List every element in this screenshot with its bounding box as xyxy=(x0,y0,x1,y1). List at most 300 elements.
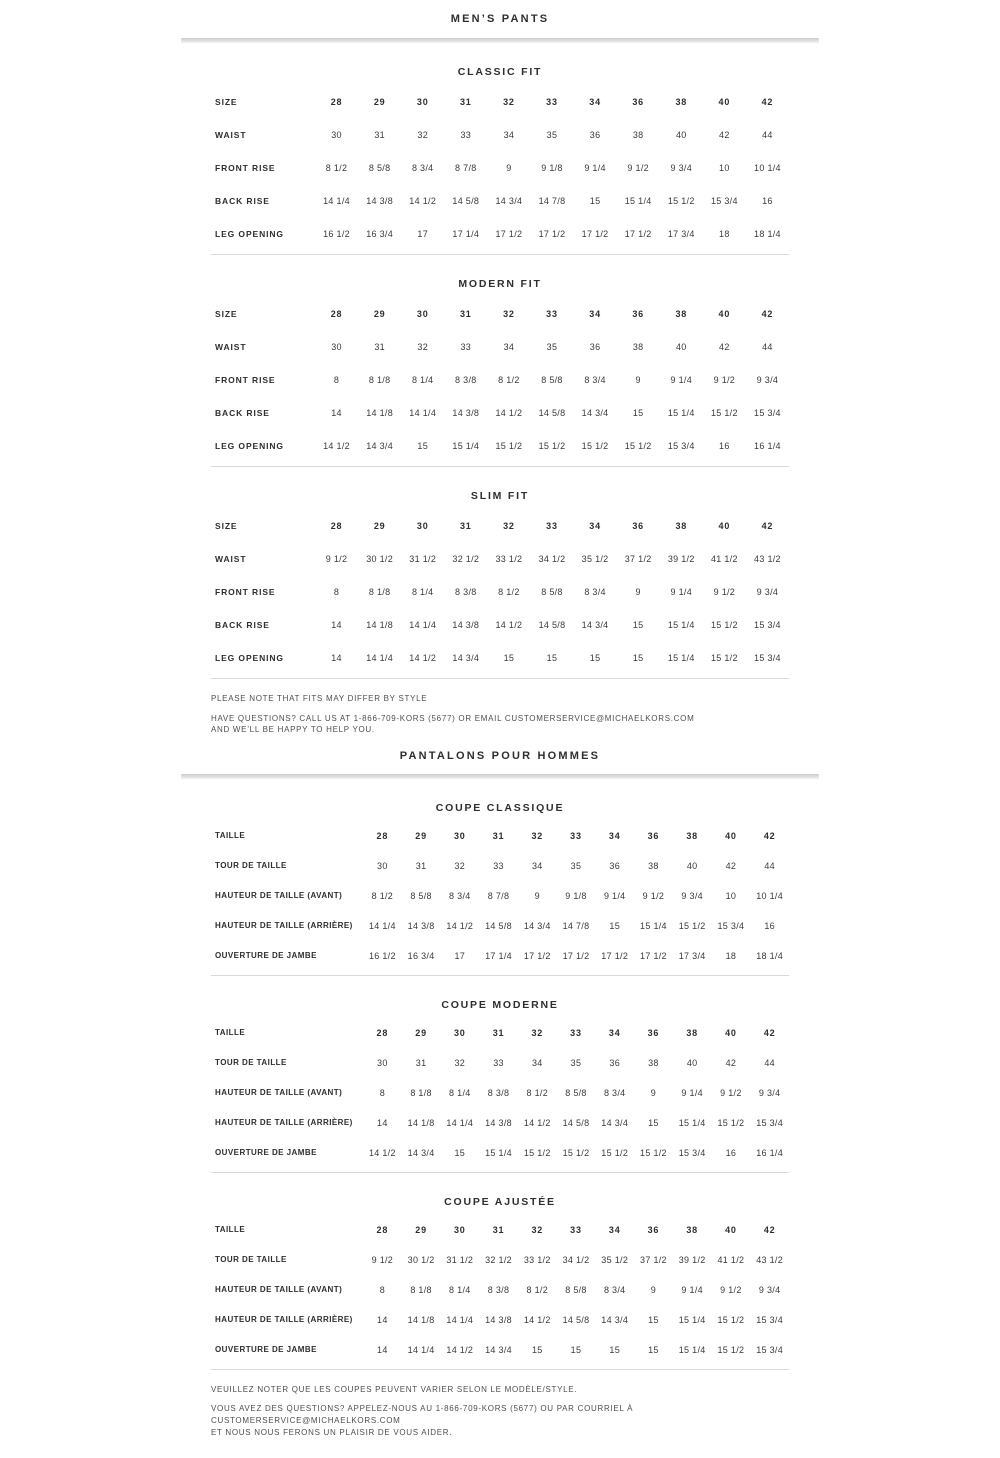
table-cell: 15 1/4 xyxy=(624,195,652,206)
table-cell: 36 xyxy=(609,860,621,871)
row-label: WAIST xyxy=(215,129,247,140)
table-cell: 34 xyxy=(589,96,601,107)
table-cell: 8 1/8 xyxy=(368,374,391,385)
table-row xyxy=(211,641,789,674)
table-cell: 31 xyxy=(460,96,472,107)
row-values xyxy=(315,408,789,418)
table-cell: 38 xyxy=(675,96,688,107)
row-label: SIZE xyxy=(215,308,238,319)
row-label: BACK RISE xyxy=(215,619,270,630)
table-cell: 36 xyxy=(632,308,644,319)
table-cell: 8 1/4 xyxy=(449,1087,471,1098)
row-label: LEG OPENING xyxy=(215,228,284,239)
row-values xyxy=(315,309,789,319)
fit-note-french: VEUILLEZ NOTER QUE LES COUPES PEUVENT VARIER SELON LE MODÈLE/STYLE. xyxy=(211,1384,578,1394)
table-cell: 17 1/2 xyxy=(523,950,551,961)
table-row xyxy=(211,911,789,941)
table-row xyxy=(211,297,789,330)
table-cell: 10 1/4 xyxy=(754,162,781,173)
table-cell: 15 1/2 xyxy=(640,1147,667,1158)
table-row xyxy=(211,509,789,542)
table-cell: 8 1/2 xyxy=(526,1284,549,1295)
table-cell: 16 3/4 xyxy=(407,950,435,961)
fit-section xyxy=(181,467,819,679)
row-label: BACK RISE xyxy=(215,407,270,418)
table-cell: 9 xyxy=(650,1087,657,1098)
table-cell: 15 1/2 xyxy=(562,1147,590,1158)
table-cell: 40 xyxy=(725,1224,737,1235)
table-row xyxy=(211,575,789,608)
table-cell: 16 xyxy=(762,195,773,206)
table-cell: 17 1/2 xyxy=(495,228,523,239)
table-cell: 40 xyxy=(675,129,687,140)
table-cell: 34 xyxy=(503,341,515,352)
table-cell: 31 1/2 xyxy=(446,1254,474,1265)
row-values xyxy=(363,1148,789,1158)
table-cell: 14 1/2 xyxy=(446,1344,474,1355)
table-cell: 15 xyxy=(632,652,644,663)
table-cell: 31 xyxy=(460,308,472,319)
table-row xyxy=(211,821,789,851)
table-cell: 30 1/2 xyxy=(407,1254,435,1265)
contact-note-french xyxy=(211,1403,789,1438)
table-cell: 40 xyxy=(718,96,731,107)
table-cell: 34 1/2 xyxy=(538,553,566,564)
table-cell: 35 1/2 xyxy=(581,553,609,564)
table-cell: 8 3/4 xyxy=(411,162,434,173)
table-cell: 8 1/4 xyxy=(411,586,434,597)
table-cell: 14 3/8 xyxy=(366,195,394,206)
table-cell: 32 1/2 xyxy=(485,1254,512,1265)
page-title-english: MEN’S PANTS xyxy=(450,13,550,25)
table-row xyxy=(211,1245,789,1275)
table-cell: 9 3/4 xyxy=(758,1284,781,1295)
fit-title: MODERN FIT xyxy=(458,278,542,290)
row-values xyxy=(315,587,789,597)
size-table xyxy=(211,821,789,971)
table-cell: 8 3/4 xyxy=(603,1284,626,1295)
table-cell: 8 5/8 xyxy=(368,162,391,173)
table-cell: 35 xyxy=(546,129,558,140)
table-cell: 28 xyxy=(376,1027,389,1038)
table-cell: 14 5/8 xyxy=(538,619,566,630)
table-cell: 17 1/4 xyxy=(485,950,512,961)
fit-section xyxy=(181,43,819,255)
table-cell: 32 xyxy=(503,308,515,319)
row-values xyxy=(363,1285,789,1295)
table-cell: 8 7/8 xyxy=(487,890,510,901)
row-values xyxy=(363,1225,789,1235)
row-values xyxy=(315,342,789,352)
table-cell: 15 1/2 xyxy=(678,920,706,931)
table-cell: 9 1/8 xyxy=(541,162,563,173)
table-cell: 14 3/4 xyxy=(581,407,609,418)
row-label: LEG OPENING xyxy=(215,652,284,663)
table-cell: 29 xyxy=(415,1224,427,1235)
table-cell: 9 xyxy=(635,374,641,385)
table-cell: 9 1/8 xyxy=(565,890,587,901)
table-cell: 8 5/8 xyxy=(565,1284,587,1295)
row-label: BACK RISE xyxy=(215,195,270,206)
table-cell: 9 1/4 xyxy=(584,162,606,173)
table-cell: 15 1/2 xyxy=(624,440,652,451)
row-label: TOUR DE TAILLE xyxy=(215,1255,287,1265)
table-cell: 17 xyxy=(417,228,429,239)
table-row xyxy=(211,1305,789,1335)
table-divider xyxy=(211,1369,789,1370)
table-cell: 14 1/2 xyxy=(446,920,474,931)
table-cell: 31 1/2 xyxy=(409,553,437,564)
table-cell: 34 xyxy=(608,1027,621,1038)
table-cell: 15 3/4 xyxy=(754,619,781,630)
table-cell: 15 xyxy=(648,1344,659,1355)
table-cell: 15 1/2 xyxy=(523,1147,551,1158)
table-cell: 17 1/2 xyxy=(624,228,652,239)
table-cell: 41 1/2 xyxy=(717,1254,745,1265)
table-cell: 28 xyxy=(330,96,343,107)
table-cell: 15 xyxy=(531,1344,543,1355)
table-cell: 43 1/2 xyxy=(754,553,781,564)
table-cell: 9 3/4 xyxy=(758,1087,781,1098)
table-cell: 14 1/2 xyxy=(523,1314,551,1325)
table-cell: 14 xyxy=(377,1117,388,1128)
table-cell: 34 xyxy=(608,1224,621,1235)
table-cell: 14 7/8 xyxy=(562,920,590,931)
table-cell: 17 1/4 xyxy=(452,228,480,239)
table-cell: 32 xyxy=(531,830,544,841)
table-cell: 16 1/4 xyxy=(756,1147,784,1158)
table-cell: 15 3/4 xyxy=(756,1314,784,1325)
table-cell: 16 xyxy=(725,1147,737,1158)
contact-line-2: AND WE’LL BE HAPPY TO HELP YOU. xyxy=(211,725,375,735)
table-cell: 15 xyxy=(503,652,515,663)
table-cell: 35 xyxy=(570,1057,582,1068)
fit-title: CLASSIC FIT xyxy=(457,66,543,78)
table-cell: 17 3/4 xyxy=(678,950,706,961)
table-cell: 15 3/4 xyxy=(754,407,781,418)
table-cell: 31 xyxy=(492,830,505,841)
fit-section xyxy=(181,255,819,467)
table-row xyxy=(211,85,789,118)
table-cell: 15 1/2 xyxy=(717,1314,745,1325)
table-cell: 15 1/2 xyxy=(495,440,523,451)
table-cell: 9 xyxy=(506,162,512,173)
table-cell: 31 xyxy=(415,1057,427,1068)
contact-note-english xyxy=(211,713,789,736)
table-cell: 14 1/2 xyxy=(409,652,437,663)
table-cell: 15 1/4 xyxy=(678,1344,706,1355)
table-cell: 30 xyxy=(377,860,388,871)
table-cell: 10 xyxy=(725,890,737,901)
table-cell: 30 xyxy=(416,308,429,319)
row-values xyxy=(363,1315,789,1325)
table-row xyxy=(211,1048,789,1078)
table-cell: 34 xyxy=(589,520,601,531)
table-cell: 15 1/2 xyxy=(710,619,738,630)
table-cell: 8 xyxy=(379,1087,386,1098)
table-cell: 8 3/8 xyxy=(487,1284,510,1295)
table-cell: 14 1/8 xyxy=(366,407,394,418)
table-cell: 14 3/4 xyxy=(601,1117,629,1128)
table-cell: 14 xyxy=(331,652,342,663)
table-cell: 15 3/4 xyxy=(667,440,695,451)
table-cell: 9 1/4 xyxy=(670,374,693,385)
table-cell: 29 xyxy=(373,308,386,319)
row-label: OUVERTURE DE JAMBE xyxy=(215,1148,317,1158)
table-cell: 15 1/2 xyxy=(710,652,738,663)
row-values xyxy=(315,554,789,564)
table-row xyxy=(211,330,789,363)
table-cell: 15 1/4 xyxy=(667,407,695,418)
table-cell: 33 xyxy=(460,129,472,140)
table-cell: 8 5/8 xyxy=(410,890,432,901)
table-cell: 40 xyxy=(686,860,698,871)
row-values xyxy=(363,1118,789,1128)
table-cell: 15 3/4 xyxy=(756,1117,784,1128)
table-cell: 14 1/4 xyxy=(323,195,350,206)
table-cell: 34 xyxy=(608,830,621,841)
table-cell: 9 1/4 xyxy=(670,586,693,597)
size-chart-page xyxy=(181,0,819,1458)
table-row xyxy=(211,1138,789,1168)
table-cell: 9 3/4 xyxy=(670,162,693,173)
table-cell: 14 xyxy=(377,1314,388,1325)
table-cell: 17 1/2 xyxy=(601,950,629,961)
table-cell: 8 1/2 xyxy=(526,1087,549,1098)
row-label: HAUTEUR DE TAILLE (ARRIÈRE) xyxy=(215,1118,353,1128)
table-cell: 9 xyxy=(635,586,641,597)
page-title-french: PANTALONS POUR HOMMES xyxy=(399,749,601,762)
row-values xyxy=(363,1255,789,1265)
row-label: LEG OPENING xyxy=(215,440,284,451)
table-cell: 10 xyxy=(719,162,730,173)
row-label: FRONT RISE xyxy=(215,162,276,173)
table-cell: 31 xyxy=(460,520,472,531)
table-cell: 9 1/2 xyxy=(642,890,665,901)
row-values xyxy=(363,891,789,901)
table-cell: 38 xyxy=(632,129,644,140)
table-cell: 34 xyxy=(531,860,543,871)
table-cell: 16 xyxy=(764,920,775,931)
row-values xyxy=(315,229,789,239)
table-cell: 32 xyxy=(503,520,515,531)
table-cell: 38 xyxy=(648,1057,659,1068)
row-label: HAUTEUR DE TAILLE (ARRIÈRE) xyxy=(215,921,353,931)
table-cell: 38 xyxy=(648,860,659,871)
table-cell: 8 3/8 xyxy=(487,1087,510,1098)
row-values xyxy=(363,1028,789,1038)
row-values xyxy=(315,163,789,173)
table-cell: 43 1/2 xyxy=(756,1254,784,1265)
table-cell: 8 3/4 xyxy=(603,1087,626,1098)
table-cell: 40 xyxy=(686,1057,698,1068)
contact-line-2: ET NOUS NOUS FERONS UN PLAISIR DE VOUS AIDER. xyxy=(211,1427,453,1437)
size-table xyxy=(211,85,789,250)
table-cell: 32 xyxy=(454,1057,466,1068)
table-cell: 15 xyxy=(648,1314,659,1325)
table-cell: 28 xyxy=(330,308,343,319)
row-label: HAUTEUR DE TAILLE (AVANT) xyxy=(215,891,343,901)
table-cell: 8 1/8 xyxy=(410,1284,432,1295)
table-cell: 14 3/4 xyxy=(581,619,609,630)
table-cell: 8 1/2 xyxy=(498,586,520,597)
row-values xyxy=(315,196,789,206)
table-cell: 39 1/2 xyxy=(678,1254,706,1265)
table-cell: 9 1/4 xyxy=(603,890,626,901)
table-cell: 14 3/4 xyxy=(495,195,523,206)
row-label: TOUR DE TAILLE xyxy=(215,1058,287,1068)
table-cell: 36 xyxy=(632,520,644,531)
table-cell: 8 xyxy=(379,1284,386,1295)
table-cell: 8 5/8 xyxy=(565,1087,587,1098)
table-cell: 14 7/8 xyxy=(538,195,566,206)
table-row xyxy=(211,184,789,217)
table-cell: 15 1/2 xyxy=(581,440,609,451)
table-cell: 40 xyxy=(718,520,731,531)
table-row xyxy=(211,851,789,881)
table-cell: 9 3/4 xyxy=(756,374,779,385)
table-cell: 44 xyxy=(764,1057,775,1068)
table-cell: 16 1/2 xyxy=(368,950,396,961)
table-row xyxy=(211,396,789,429)
row-values xyxy=(363,921,789,931)
table-cell: 17 1/2 xyxy=(562,950,590,961)
table-cell: 14 xyxy=(331,619,342,630)
table-cell: 30 xyxy=(331,129,342,140)
row-label: HAUTEUR DE TAILLE (AVANT) xyxy=(215,1285,343,1295)
table-cell: 14 1/2 xyxy=(495,619,523,630)
table-row xyxy=(211,151,789,184)
table-cell: 33 1/2 xyxy=(523,1254,551,1265)
table-cell: 14 1/4 xyxy=(409,407,437,418)
table-row xyxy=(211,1275,789,1305)
table-cell: 15 xyxy=(454,1147,466,1158)
table-cell: 15 1/2 xyxy=(717,1117,745,1128)
table-cell: 14 1/2 xyxy=(409,195,437,206)
table-cell: 37 1/2 xyxy=(624,553,652,564)
table-cell: 32 xyxy=(531,1224,544,1235)
table-cell: 8 5/8 xyxy=(541,374,563,385)
table-row xyxy=(211,1335,789,1365)
table-cell: 15 3/4 xyxy=(756,1344,784,1355)
table-cell: 15 xyxy=(417,440,429,451)
table-cell: 33 xyxy=(493,860,504,871)
table-cell: 15 1/4 xyxy=(678,1314,706,1325)
table-cell: 35 xyxy=(570,860,582,871)
fit-note-english: PLEASE NOTE THAT FITS MAY DIFFER BY STYLE xyxy=(211,694,428,703)
table-cell: 38 xyxy=(686,1027,698,1038)
table-cell: 42 xyxy=(719,129,730,140)
table-cell: 29 xyxy=(415,830,427,841)
table-row xyxy=(211,217,789,250)
table-cell: 33 xyxy=(546,520,558,531)
table-cell: 42 xyxy=(761,520,774,531)
table-cell: 29 xyxy=(373,96,386,107)
table-cell: 31 xyxy=(492,1027,505,1038)
table-cell: 8 3/8 xyxy=(455,374,477,385)
row-values xyxy=(363,951,789,961)
table-cell: 17 1/2 xyxy=(640,950,667,961)
table-cell: 15 1/4 xyxy=(452,440,480,451)
table-cell: 14 3/4 xyxy=(485,1344,512,1355)
row-label: SIZE xyxy=(215,96,238,107)
table-cell: 16 1/2 xyxy=(323,228,350,239)
table-cell: 30 xyxy=(454,1027,466,1038)
table-cell: 9 1/4 xyxy=(681,1284,703,1295)
bottom-spacer xyxy=(181,1438,819,1458)
table-cell: 17 3/4 xyxy=(667,228,695,239)
fit-section xyxy=(181,779,819,976)
table-cell: 42 xyxy=(725,860,737,871)
table-cell: 15 1/2 xyxy=(601,1147,629,1158)
table-cell: 30 xyxy=(454,1224,466,1235)
table-cell: 9 1/2 xyxy=(713,374,736,385)
table-cell: 18 xyxy=(725,950,737,961)
table-cell: 14 1/2 xyxy=(368,1147,396,1158)
table-cell: 8 1/8 xyxy=(368,586,391,597)
table-cell: 17 1/2 xyxy=(538,228,566,239)
table-cell: 8 3/4 xyxy=(449,890,471,901)
table-cell: 14 xyxy=(331,407,342,418)
row-label: OUVERTURE DE JAMBE xyxy=(215,951,317,961)
table-cell: 8 xyxy=(333,586,340,597)
table-cell: 8 3/4 xyxy=(584,374,606,385)
table-cell: 14 1/4 xyxy=(446,1314,474,1325)
table-cell: 14 3/8 xyxy=(485,1314,512,1325)
table-row xyxy=(211,429,789,462)
fit-title: COUPE MODERNE xyxy=(441,998,559,1011)
row-label: WAIST xyxy=(215,553,247,564)
row-label: TAILLE xyxy=(215,831,246,841)
contact-line-1: VOUS AVEZ DES QUESTIONS? APPELEZ-NOUS AU 1-866-709-KORS (5677) OU PAR COURRIEL À CUSTOMERSERVICE@MICHAELKORS.COM xyxy=(211,1404,634,1425)
table-cell: 14 1/4 xyxy=(409,619,437,630)
row-label: HAUTEUR DE TAILLE (ARRIÈRE) xyxy=(215,1315,353,1325)
table-cell: 32 xyxy=(417,341,429,352)
table-cell: 9 3/4 xyxy=(681,890,703,901)
table-cell: 14 1/8 xyxy=(407,1117,435,1128)
table-cell: 33 xyxy=(546,96,558,107)
fit-title: SLIM FIT xyxy=(470,490,530,502)
table-cell: 39 1/2 xyxy=(667,553,695,564)
fit-section xyxy=(181,976,819,1173)
table-cell: 42 xyxy=(763,830,776,841)
table-cell: 15 1/2 xyxy=(538,440,566,451)
table-cell: 15 1/2 xyxy=(710,407,738,418)
table-cell: 9 1/2 xyxy=(720,1284,742,1295)
table-cell: 18 1/4 xyxy=(756,950,784,961)
table-cell: 36 xyxy=(647,830,660,841)
table-cell: 29 xyxy=(373,520,386,531)
table-divider xyxy=(211,678,789,679)
english-notes xyxy=(211,693,789,736)
row-label: HAUTEUR DE TAILLE (AVANT) xyxy=(215,1088,343,1098)
row-label: OUVERTURE DE JAMBE xyxy=(215,1345,317,1355)
table-cell: 33 xyxy=(546,308,558,319)
table-cell: 28 xyxy=(330,520,343,531)
table-cell: 42 xyxy=(761,96,774,107)
table-cell: 14 1/2 xyxy=(495,407,523,418)
table-cell: 33 xyxy=(493,1057,504,1068)
table-cell: 14 3/8 xyxy=(452,407,480,418)
table-cell: 9 xyxy=(650,1284,657,1295)
table-cell: 14 3/8 xyxy=(485,1117,512,1128)
row-values xyxy=(363,1345,789,1355)
table-cell: 14 3/4 xyxy=(523,920,551,931)
row-values xyxy=(363,861,789,871)
table-row xyxy=(211,1078,789,1108)
table-cell: 31 xyxy=(492,1224,505,1235)
table-cell: 18 1/4 xyxy=(754,228,781,239)
